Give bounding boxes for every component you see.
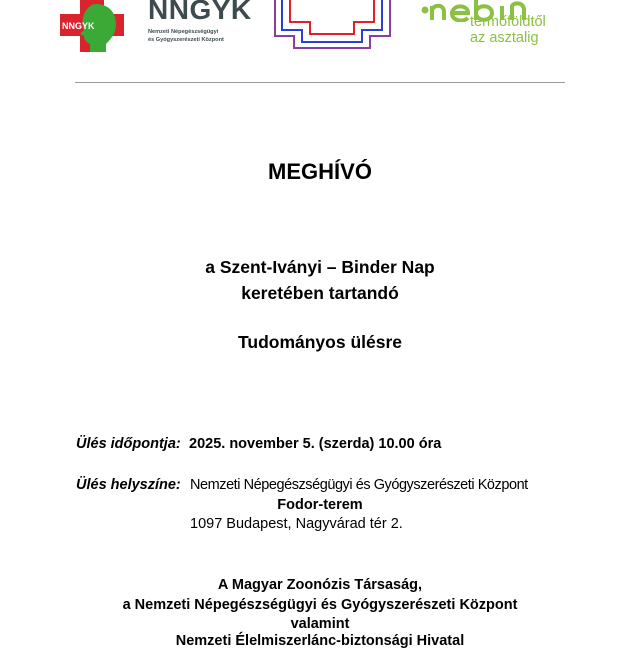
header-divider (75, 82, 565, 83)
slogan-line1: termőföldtől (470, 14, 546, 30)
venue-address: 1097 Budapest, Nagyvárad tér 2. (190, 516, 403, 532)
invitation-title: MEGHÍVÓ (268, 159, 372, 184)
event-name: a Szent-Iványi – Binder Nap (205, 257, 435, 277)
nngyk-wordmark: NNGYK (148, 0, 252, 25)
slogan-line2: az asztalig (470, 30, 539, 46)
session-name: Tudományos ülésre (237, 332, 403, 352)
organizer-line-4: Nemzeti Élelmiszerlánc-biztonsági Hivatal (175, 633, 465, 649)
nngyk-subtitle-line1: Nemzeti Népegészségügyi (148, 29, 219, 35)
organizer-line-3: valamint (290, 616, 350, 632)
date-label: Ülés időpontja: (76, 436, 181, 452)
nngyk-cross-logo (60, 0, 124, 52)
date-value: 2025. november 5. (szerda) 10.00 óra (189, 436, 442, 452)
venue-value: Nemzeti Népegészségügyi és Gyógyszerészeti Központ (190, 477, 528, 493)
center-cross-logo (272, 0, 392, 52)
nngyk-mark-text: NNGYK (62, 21, 95, 31)
venue-room: Fodor-terem (277, 497, 363, 513)
nngyk-subtitle-line2: és Gyógyszerészeti Központ (148, 37, 224, 43)
nebih-slogan (470, 14, 546, 46)
nngyk-subtitle (148, 28, 224, 44)
event-framework: keretében tartandó (241, 283, 399, 303)
organizer-line-2: a Nemzeti Népegészségügyi és Gyógyszerészeti Központ (122, 597, 518, 613)
venue-label: Ülés helyszíne: (76, 477, 181, 493)
organizer-line-1: A Magyar Zoonózis Társaság, (217, 577, 423, 593)
